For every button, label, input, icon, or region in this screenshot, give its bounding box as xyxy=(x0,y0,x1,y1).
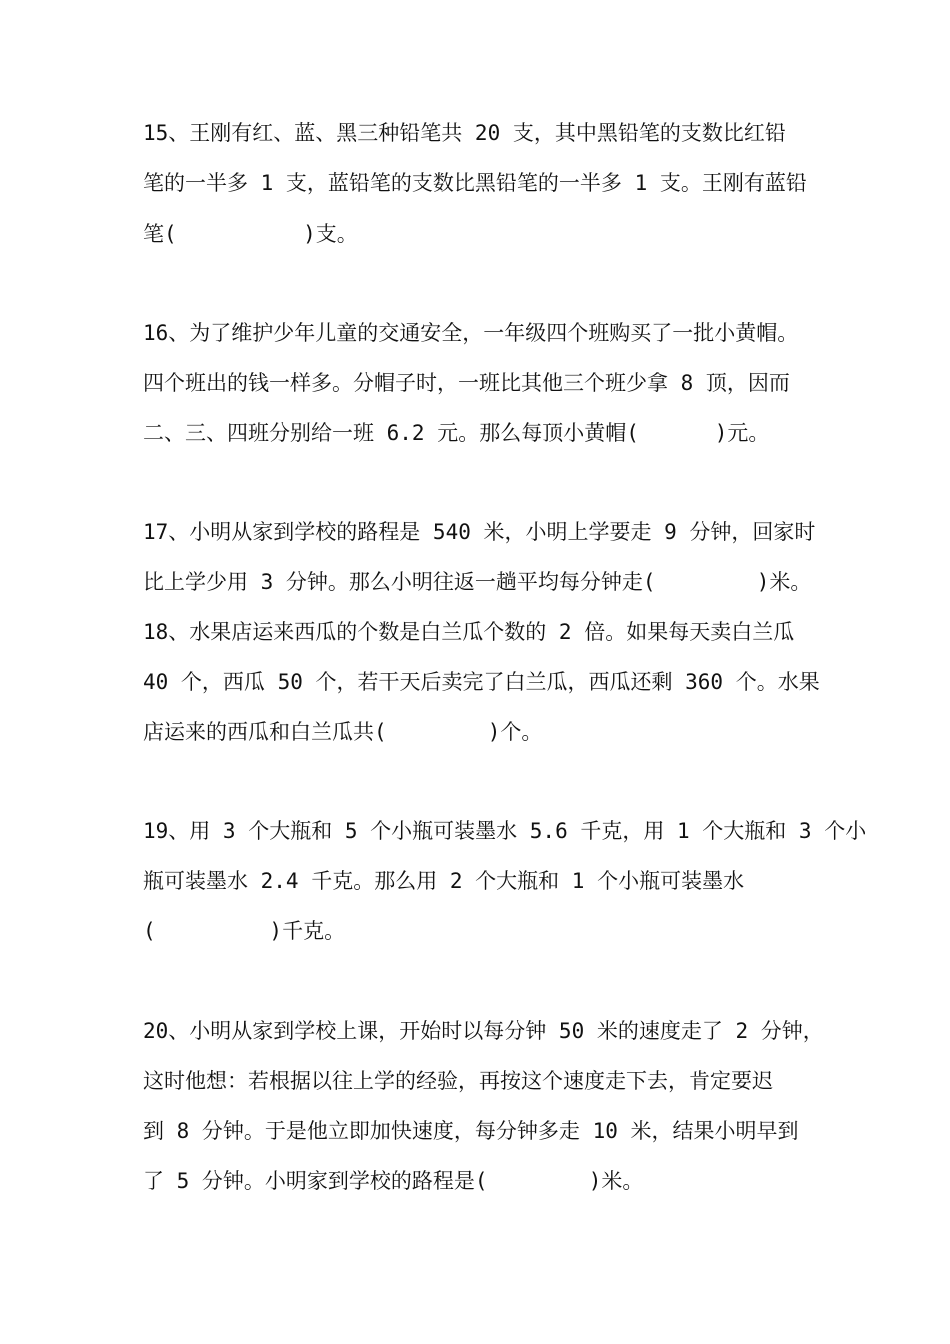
question-19-line-2: 瓶可装墨水 2.4 千克。那么用 2 个大瓶和 1 个小瓶可装墨水 xyxy=(143,869,745,893)
question-17-line-2: 比上学少用 3 分钟。那么小明往返一趟平均每分钟走( )米。 xyxy=(143,570,812,594)
question-19-line-3: ( )千克。 xyxy=(143,919,346,943)
question-16-line-1: 16、为了维护少年儿童的交通安全，一年级四个班购买了一批小黄帽。 xyxy=(143,321,799,345)
question-20-line-2: 这时他想：若根据以往上学的经验，再按这个速度走下去，肯定要迟 xyxy=(143,1069,773,1093)
question-15-line-2: 笔的一半多 1 支，蓝铅笔的支数比黑铅笔的一半多 1 支。王刚有蓝铅 xyxy=(143,171,807,195)
question-17-line-1: 17、小明从家到学校的路程是 540 米，小明上学要走 9 分钟，回家时 xyxy=(143,520,816,544)
question-19-line-1: 19、用 3 个大瓶和 5 个小瓶可装墨水 5.6 千克，用 1 个大瓶和 3 个小 xyxy=(143,819,867,843)
question-16-line-2: 四个班出的钱一样多。分帽子时，一班比其他三个班少拿 8 顶，因而 xyxy=(143,371,790,395)
question-16-line-3: 二、三、四班分别给一班 6.2 元。那么每顶小黄帽( )元。 xyxy=(143,421,770,445)
question-18-line-1: 18、水果店运来西瓜的个数是白兰瓜个数的 2 倍。如果每天卖白兰瓜 xyxy=(143,620,795,644)
question-20-line-4: 了 5 分钟。小明家到学校的路程是( )米。 xyxy=(143,1169,644,1193)
question-18-line-2: 40 个，西瓜 50 个，若干天后卖完了白兰瓜，西瓜还剩 360 个。水果 xyxy=(143,670,820,694)
question-20-line-1: 20、小明从家到学校上课，开始时以每分钟 50 米的速度走了 2 分钟， xyxy=(143,1019,824,1043)
question-20-line-3: 到 8 分钟。于是他立即加快速度，每分钟多走 10 米，结果小明早到 xyxy=(143,1119,799,1143)
question-15-line-3: 笔( )支。 xyxy=(143,222,358,246)
question-18-line-3: 店运来的西瓜和白兰瓜共( )个。 xyxy=(143,720,543,744)
question-15-line-1: 15、王刚有红、蓝、黑三种铅笔共 20 支，其中黑铅笔的支数比红铅 xyxy=(143,121,786,145)
